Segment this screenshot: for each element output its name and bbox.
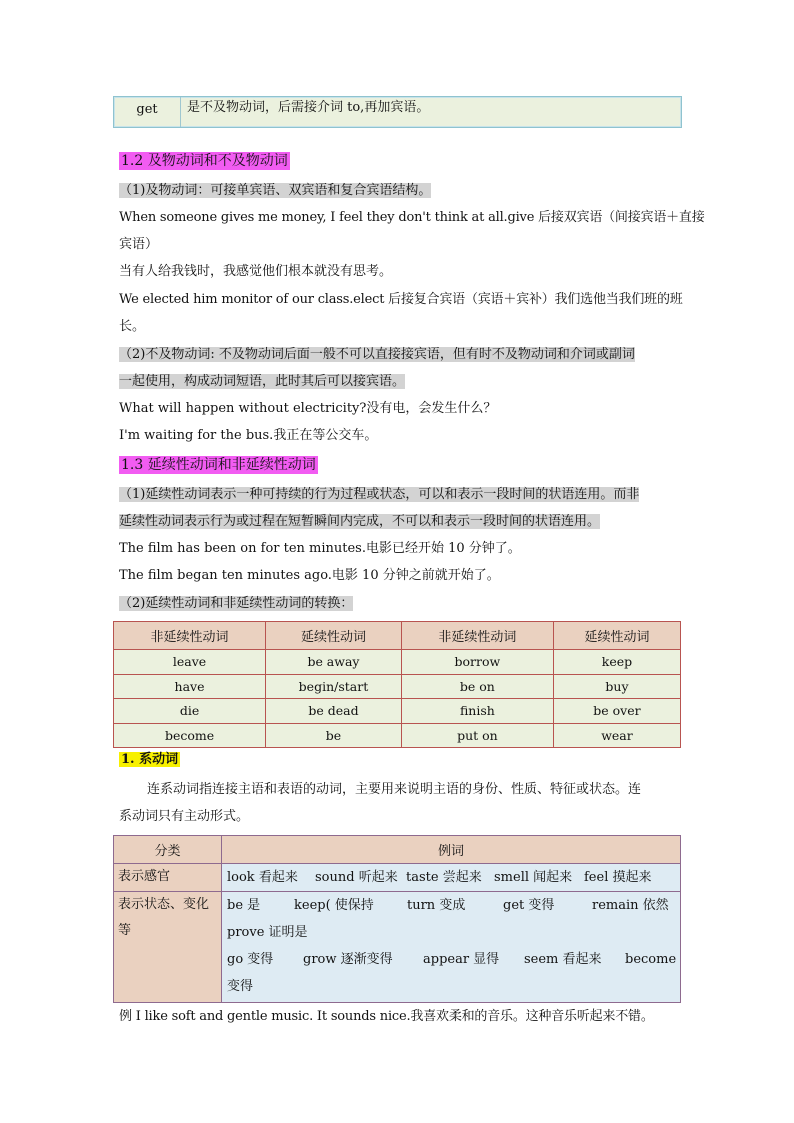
header-cell: 延续性动词 [553, 622, 680, 650]
category-line: 表示状态、变化 [118, 897, 210, 912]
table-cell: be dead [266, 699, 402, 724]
header-cell: 非延续性动词 [114, 622, 266, 650]
header-cell: 分类 [114, 836, 222, 864]
section-link-verb-heading: 1. 系动词 [121, 752, 179, 767]
sec12-line4: We elected him monitor of our class.elect 后接复合宾语（宾语＋宾补）我们选他当我们班的班 [119, 292, 683, 307]
link-verb-table [113, 835, 681, 1003]
table-header-row [114, 836, 681, 864]
get-word-cell: get [114, 97, 181, 127]
table-cell: put on [401, 723, 553, 748]
link-intro-a: 连系动词指连接主语和表语的动词，主要用来说明主语的身份、性质、特征或状态。连 [147, 782, 642, 797]
link-intro-b: 系动词只有主动形式。 [119, 809, 250, 824]
sec13-p1b: 延续性动词表示行为或过程在短暂瞬间内完成，不可以和表示一段时间的状语连用。 [119, 514, 601, 529]
example-cell [222, 892, 681, 1003]
get-table [113, 96, 682, 128]
table-cell: die [114, 699, 266, 724]
example-line: 变得 [227, 979, 254, 994]
category-cell [114, 892, 222, 1003]
header-cell: 例词 [222, 836, 681, 864]
example-line: prove 证明是 [227, 925, 308, 940]
link-example-sentence: 例 I like soft and gentle music. It sounds nice.我喜欢柔和的音乐。这种音乐听起来不错。 [119, 1009, 654, 1024]
table-cell: buy [553, 674, 680, 699]
example-cell [222, 864, 681, 892]
table-row [114, 864, 681, 892]
sec12-line3: 当有人给我钱时，我感觉他们根本就没有思考。 [119, 264, 393, 279]
example-line [227, 892, 680, 919]
sec13-p2: （2)延续性动词和非延续性动词的转换： [119, 596, 354, 611]
table-row [114, 723, 681, 748]
example-word: remain 依然 [592, 898, 669, 913]
table-cell: be away [266, 650, 402, 675]
table-cell: become [114, 723, 266, 748]
table-cell: borrow [401, 650, 553, 675]
table-row [114, 650, 681, 675]
section-1-3-heading: 1.3 延续性动词和非延续性动词 [121, 457, 316, 473]
example-word: sound 听起来 [315, 870, 398, 885]
example-word: seem 看起来 [524, 952, 602, 967]
example-line [227, 946, 680, 973]
sec12-p1: （1)及物动词：可接单宾语、双宾语和复合宾语结构。 [119, 183, 432, 198]
example-word: turn 变成 [407, 898, 466, 913]
table-cell: be on [401, 674, 553, 699]
header-cell: 延续性动词 [266, 622, 402, 650]
sec12-line1: When someone gives me money, I feel they don't think at all.give 后接双宾语（间接宾语＋直接 [119, 210, 705, 225]
table-cell: begin/start [266, 674, 402, 699]
table-row [114, 674, 681, 699]
example-word: keep( 使保持 [294, 898, 374, 913]
table-cell: finish [401, 699, 553, 724]
table-cell: wear [553, 723, 680, 748]
verb-conversion-table [113, 621, 681, 748]
section-1-2-heading: 1.2 及物动词和不及物动词 [121, 153, 288, 169]
table-header-row [114, 622, 681, 650]
table-row [114, 892, 681, 1003]
example-word: grow 逐渐变得 [303, 952, 393, 967]
example-word: feel 摸起来 [584, 870, 652, 885]
sec12-line5: 长。 [119, 319, 146, 334]
table-cell: be over [553, 699, 680, 724]
table-cell: be [266, 723, 402, 748]
sec13-line2: The film began ten minutes ago.电影 10 分钟之前就开始了。 [119, 568, 500, 583]
table-row [114, 699, 681, 724]
example-word: go 变得 [227, 952, 274, 967]
example-word: be 是 [227, 898, 261, 913]
table-cell: leave [114, 650, 266, 675]
get-desc-cell: 是不及物动词，后需接介词 to,再加宾语。 [187, 100, 430, 115]
example-word: get 变得 [503, 898, 555, 913]
example-word: become [625, 952, 677, 967]
table-cell: keep [553, 650, 680, 675]
header-cell: 非延续性动词 [401, 622, 553, 650]
sec12-line2: 宾语） [119, 237, 159, 252]
category-cell: 表示感官 [114, 864, 222, 892]
example-word: appear 显得 [423, 952, 500, 967]
sec12-p2a: （2)不及物动词: 不及物动词后面一般不可以直接接宾语，但有时不及物动词和介词或副词 [119, 347, 635, 362]
sec12-p2b: 一起使用，构成动词短语，此时其后可以接宾语。 [119, 374, 406, 389]
sec13-line1: The film has been on for ten minutes.电影已经开始 10 分钟了。 [119, 541, 521, 556]
example-word: smell 闻起来 [494, 870, 573, 885]
sec12-line6: What will happen without electricity?没有电，会发生什么？ [119, 401, 497, 416]
sec12-line7: I'm waiting for the bus.我正在等公交车。 [119, 428, 378, 443]
category-line: 等 [118, 923, 132, 938]
example-word: look 看起来 [227, 870, 298, 885]
example-word: taste 尝起来 [406, 870, 482, 885]
table-cell: have [114, 674, 266, 699]
sec13-p1a: （1)延续性动词表示一种可持续的行为过程或状态，可以和表示一段时间的状语连用。而非 [119, 487, 640, 502]
